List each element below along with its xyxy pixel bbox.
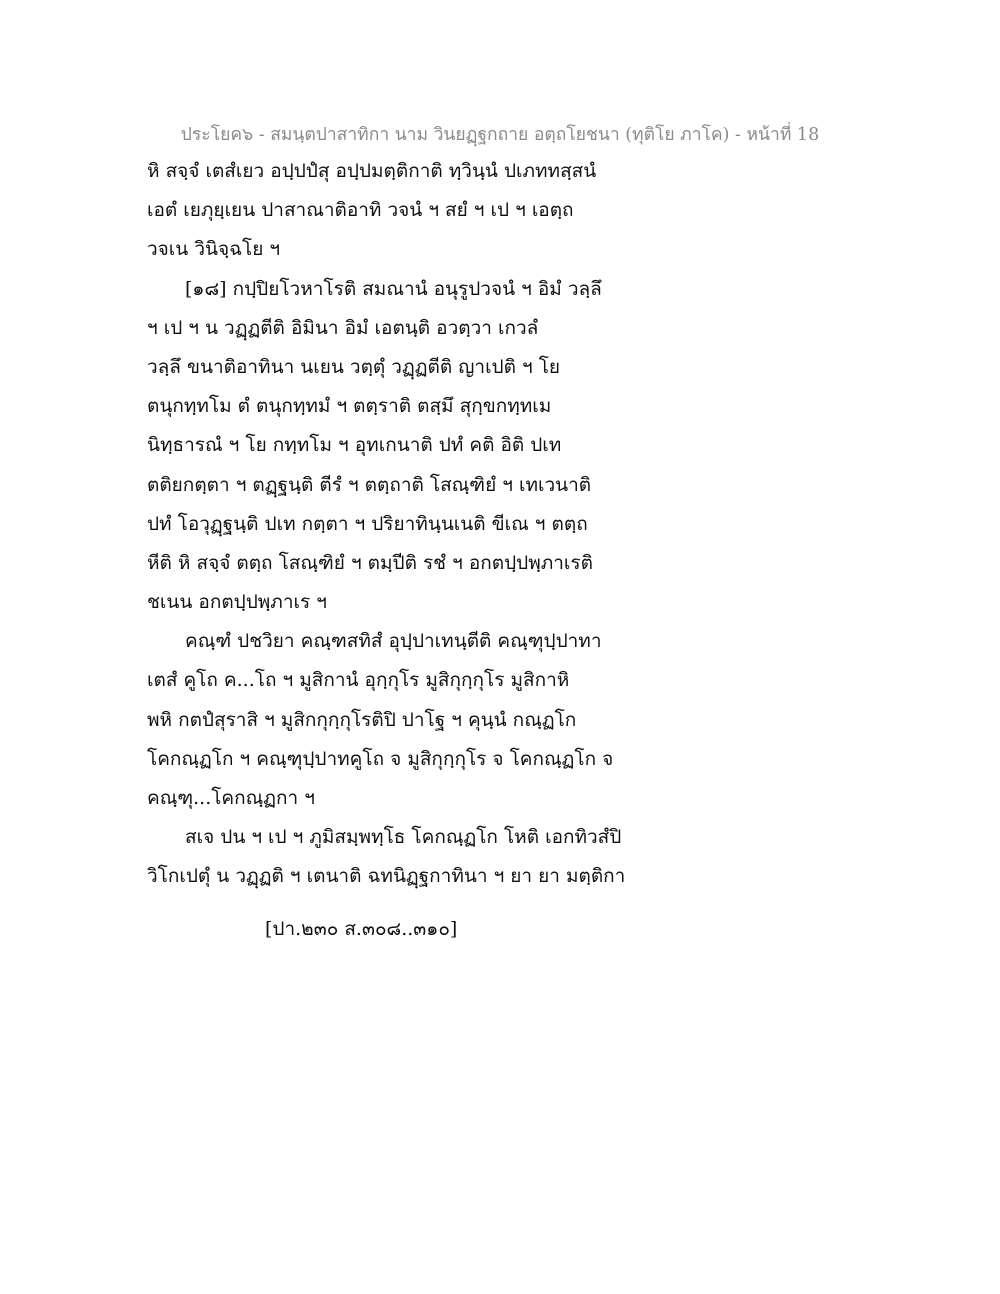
text-line: คณฺฑุ...โคกณฺฏกา ฯ: [147, 787, 315, 809]
text-line: โคกณฺฏโก ฯ คณฺฑุปฺปาทคูโถ จ มูสิกุกฺกุโร จ โคกณฺฏโก จ: [147, 747, 614, 770]
text-line: วลฺลึ ขนาติอาทินา นเยน วตฺตุํ วฏฺฏตีติ ญาเปติ ฯ โย: [147, 355, 561, 378]
text-line: ปทํ โอวุฏฺฐนฺติ ปเท กตฺตา ฯ ปริยาทินฺนเนติ ขีเณ ฯ ตตฺถ: [147, 512, 588, 535]
paragraph-first-line: สเจ ปน ฯ เป ฯ ภูมิสมฺพทฺโธ โคกณฺฏโก โหติ เอกทิวสํปิ: [185, 826, 622, 849]
page-header: ประโยค๖ - สมนฺตปาสาทิกา นาม วินยฏฺฐกถาย อตฺถโยชนา (ทุติโย ภาโค) - หน้าที่ 18: [180, 125, 820, 145]
text-line: ฯ เป ฯ น วฏฺฏตีติ อิมินา อิมํ เอตนฺติ อวตฺวา เกวลํ: [147, 316, 539, 339]
text-line: หีติ หิ สจฺจํ ตตฺถ โสณฺฑิยํ ฯ ตมฺปีติ รชํ ฯ อกตปฺปพฺภาเรติ: [147, 551, 593, 574]
text-line: วิโกเปตุํ น วฏฺฏติ ฯ เตนาติ ฉทนิฏฺฐกาทินา ฯ ยา ยา มตฺติกา: [147, 865, 626, 888]
text-line: พหิ กตปํสุราสิ ฯ มูสิกกุกฺกุโรติปิ ปาโฐ ฯ คุนฺนํ กณฺฏโก: [147, 708, 577, 731]
page-citation: [ปา.๒๓๐ ส.๓๐๘..๓๑๐]: [265, 918, 458, 940]
text-line: ตนุกทฺทโม ตํ ตนุกทฺทมํ ฯ ตตฺราติ ตสฺมึ สุกฺขกทฺทเม: [147, 395, 552, 418]
paragraph-first-line: คณฺฑํ ปชวิยา คณฺฑสทิสํ อุปฺปาเทนฺตีติ คณฺฑุปฺปาทา: [185, 630, 602, 653]
text-line: หิ สจฺจํ เตสํเยว อปฺปปํสุ อปฺปมตฺติกาติ ทฺวินฺนํ ปเภททสฺสนํ: [147, 160, 597, 182]
text-line: เตสํ คูโถ ค...โถ ฯ มูสิกานํ อุกฺกุโร มูสิกุกฺกุโร มูสิกาหิ: [147, 669, 570, 692]
text-line: นิทฺธารณํ ฯ โย กทฺทโม ฯ อุทเกนาติ ปทํ คติ อิติ ปเท: [147, 434, 562, 457]
text-line: วจเน วินิจฺฉโย ฯ: [147, 238, 281, 261]
paragraph-first-line: [๑๘] กปฺปิยโวหาโรติ สมณานํ อนุรูปวจนํ ฯ อิมํ วลฺลึ: [185, 277, 602, 300]
text-line: เอตํ เยภุยฺเยน ปาสาณาติอาทิ วจนํ ฯ สยํ ฯ เป ฯ เอตฺถ: [147, 199, 574, 222]
body-text: [147, 152, 647, 897]
text-line: ตติยกตฺตา ฯ ตฏฺฐนฺติ ตีรํ ฯ ตตฺถาติ โสณฺฑิยํ ฯ เทเวนาติ: [147, 473, 592, 496]
text-line: ชเนน อกตปฺปพฺภาเร ฯ: [147, 591, 327, 614]
